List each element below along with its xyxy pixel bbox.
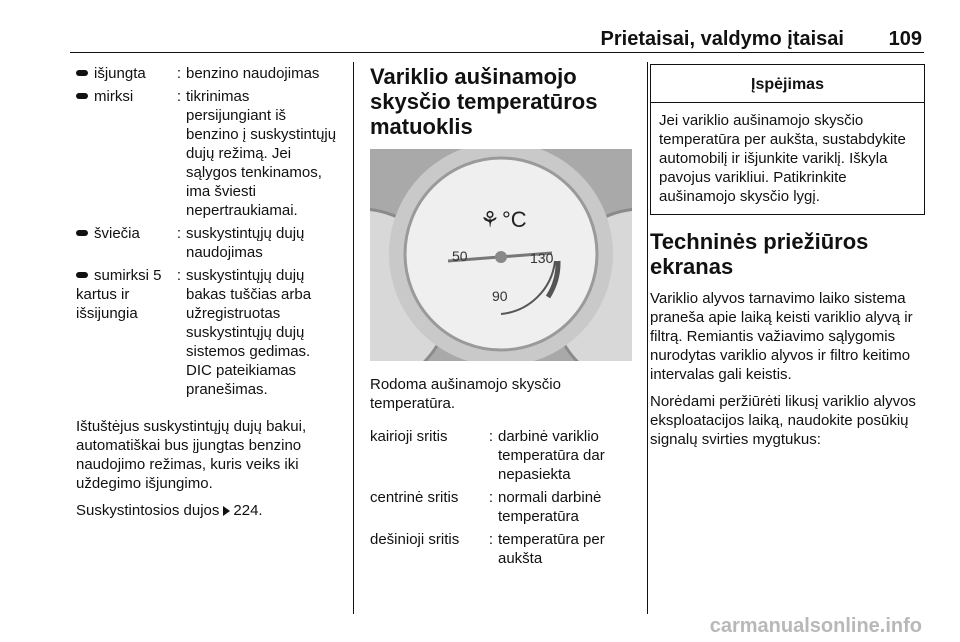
lpg-reference-paragraph (76, 501, 338, 520)
page-reference-icon (223, 506, 230, 516)
term-text: centrinė sritis (370, 489, 459, 506)
indicator-bar-icon (76, 230, 88, 236)
coolant-thermometer-icon: ⚘ (480, 207, 500, 232)
term-text: sumirksi 5 kartus ir išsijungia (76, 267, 162, 322)
column-divider-1 (353, 62, 354, 614)
definition-term (76, 64, 172, 83)
definition-term (76, 266, 172, 399)
term-separator: : (488, 428, 494, 445)
term-text: dešinioji sritis (370, 531, 460, 548)
definition-row (370, 530, 632, 568)
definition-description: suskystintųjų dujų bakas tuščias arba užregistruotas suskystintųjų dujų sistemos gedimas. DIC pateikiamas pranešimas. (186, 267, 312, 398)
definition-description: darbinė variklio temperatūra dar nepasiekta (498, 428, 605, 483)
definition-row (76, 224, 338, 262)
gauge-unit-label: °C (502, 207, 527, 232)
definition-description: normali darbinė temperatūra (498, 489, 602, 525)
definition-description: tikrinimas persijungiant iš benzino į suskystintųjų dujų režimą. Jei sąlygos tenkinamos, ima šviesti nepertraukiamai. (186, 88, 337, 219)
gauge-max-label: 130 (530, 250, 554, 266)
term-text: kairioji sritis (370, 428, 448, 445)
definition-row (370, 488, 632, 526)
gauge-mid-label: 90 (492, 288, 508, 304)
term-separator: : (176, 65, 182, 82)
definition-term (370, 427, 484, 484)
definition-description: suskystintųjų dujų naudojimas (186, 225, 305, 261)
indicator-bar-icon (76, 70, 88, 76)
header-rule (70, 52, 924, 53)
definition-term (370, 530, 484, 568)
coolant-gauge-heading: Variklio aušinamojo skysčio temperatūros matuoklis (370, 64, 598, 139)
definition-row (76, 266, 338, 399)
term-text: mirksi (94, 88, 134, 105)
service-paragraph-1: Variklio alyvos tarnavimo laiko sistema praneša apie laiką keisti variklio alyvą ir filtrą. Remiantis važiavimo sąlygomis nurodytas variklio alyvos ir filtro keitimo intervalas gali keistis. (650, 290, 913, 383)
lpg-indicator-list (76, 64, 338, 399)
gauge-caption: Rodoma aušinamojo skysčio temperatūra. (370, 376, 561, 412)
reference-page: 224. (233, 502, 263, 519)
gauge-min-label: 50 (452, 248, 468, 264)
term-text: šviečia (94, 225, 140, 242)
term-separator: : (176, 267, 182, 284)
page-number: 109 (888, 28, 922, 50)
warning-box (650, 64, 925, 215)
service-display-heading: Techninės priežiūros ekranas (650, 229, 869, 279)
definition-description: temperatūra per aukšta (498, 531, 605, 567)
gauge-zone-list (370, 427, 632, 568)
warning-title: Įspėjimas (651, 65, 924, 103)
definition-row (76, 64, 338, 83)
coolant-gauge-image (370, 149, 632, 361)
service-paragraph-2: Norėdami peržiūrėti likusį variklio alyvos eksploatacijos laiką, naudokite posūkių signalų svirties mygtukus: (650, 393, 916, 448)
definition-term (76, 224, 172, 262)
warning-text: Jei variklio aušinamojo skysčio temperatūra per aukšta, sustabdykite automobilį ir išjunkite variklį. Iškyla pavojus varikliui. Patikrinkite aušinamojo skysčio lygį. (659, 112, 906, 205)
reference-text: Suskystintosios dujos (76, 502, 220, 519)
middle-column (370, 64, 632, 572)
definition-description: benzino naudojimas (186, 65, 320, 82)
term-text: išjungta (94, 65, 146, 82)
definition-term (370, 488, 484, 526)
term-separator: : (176, 225, 182, 242)
term-separator: : (488, 531, 494, 548)
watermark: carmanualsonline.info (709, 615, 922, 637)
column-divider-2 (647, 62, 648, 614)
definition-row (370, 427, 632, 484)
page-header (70, 26, 924, 52)
indicator-bar-icon (76, 272, 88, 278)
indicator-bar-icon (76, 93, 88, 99)
lpg-empty-paragraph: Ištuštėjus suskystintųjų dujų bakui, automatiškai bus įjungtas benzino naudojimo režimas, kuris veiks iki uždegimo išjungimo. (76, 418, 307, 492)
right-column (650, 64, 925, 457)
term-separator: : (176, 88, 182, 105)
definition-row (76, 87, 338, 220)
definition-term (76, 87, 172, 220)
left-column (76, 64, 338, 528)
term-separator: : (488, 489, 494, 506)
header-title: Prietaisai, valdymo įtaisai (600, 28, 844, 50)
